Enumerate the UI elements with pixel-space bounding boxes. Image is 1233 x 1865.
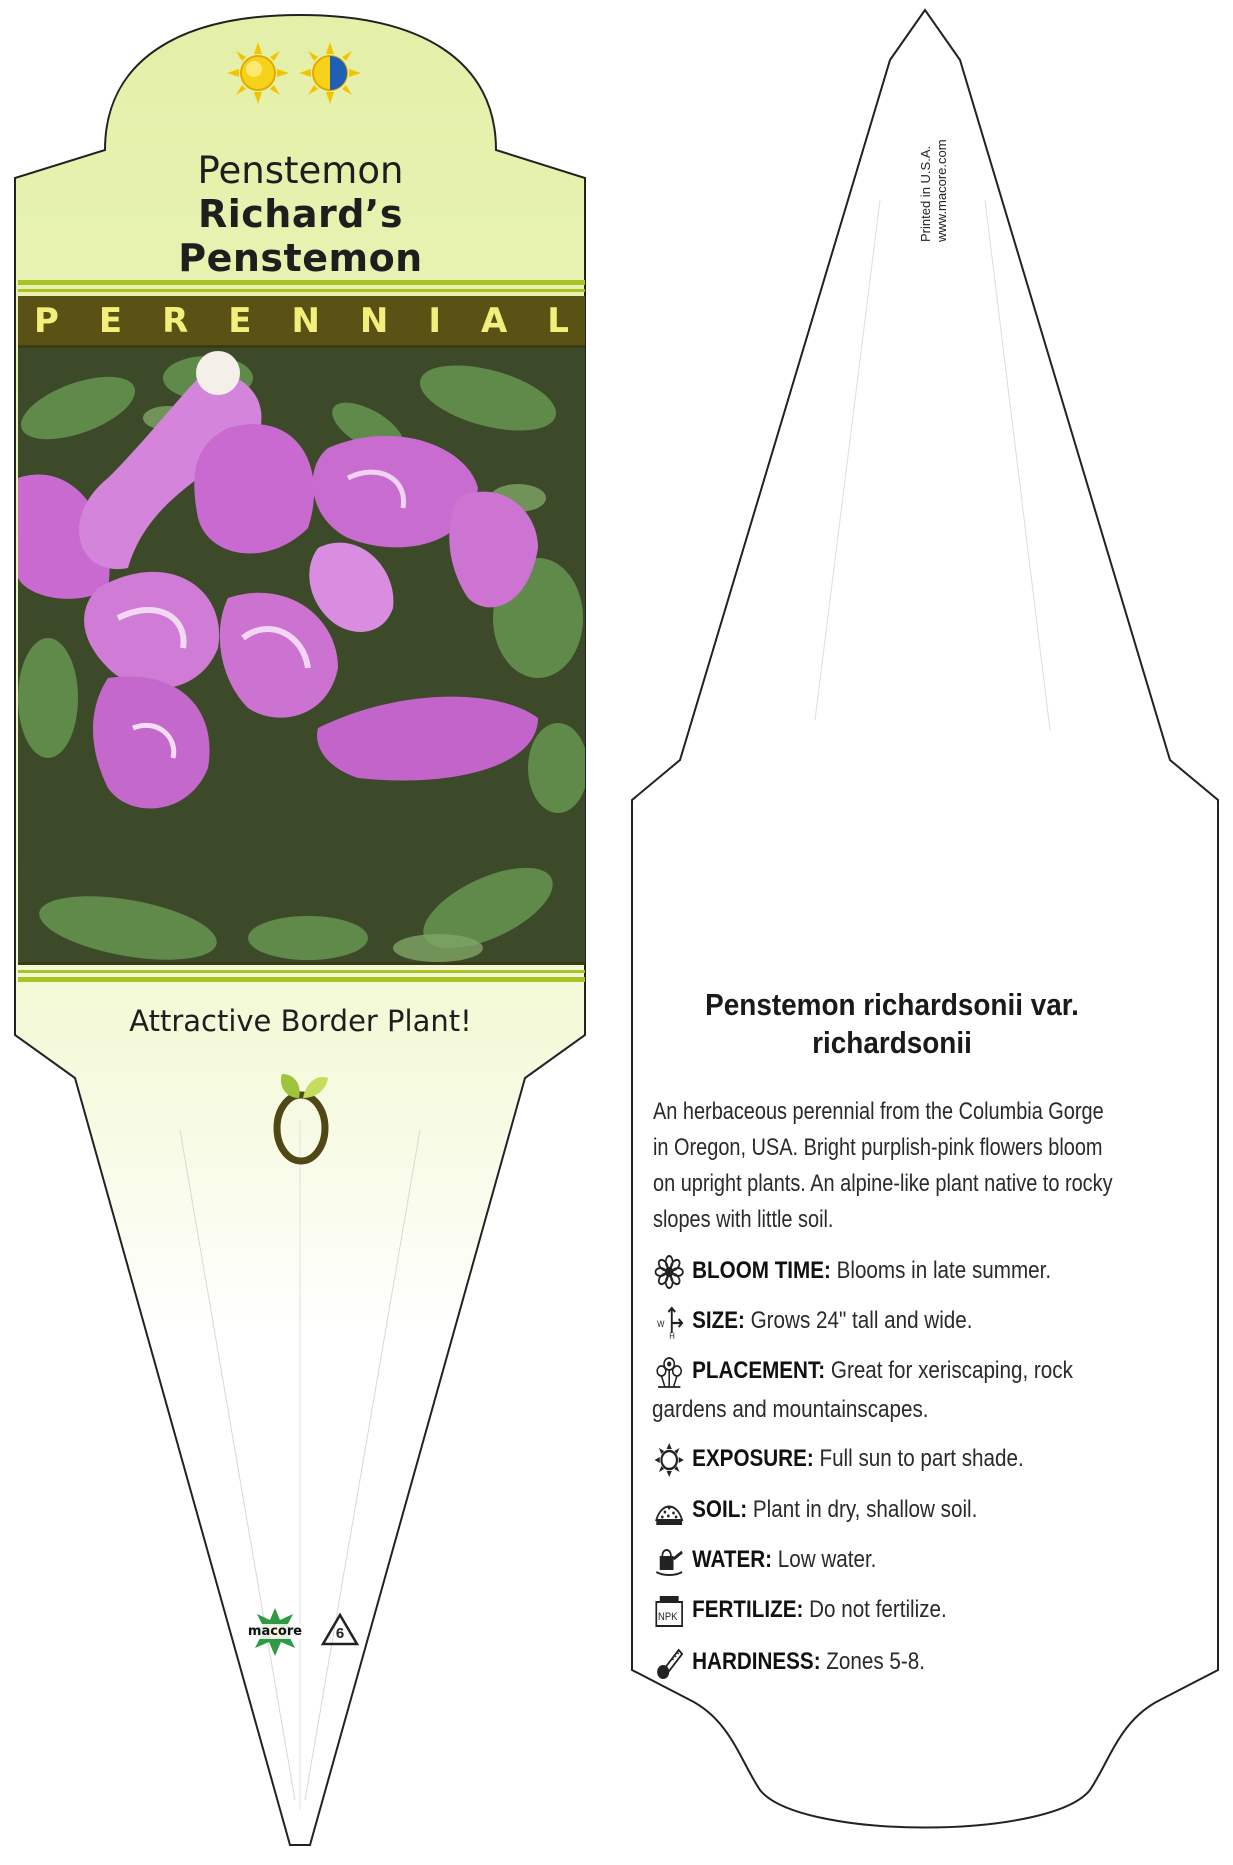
attr-value: Grows 24" tall and wide. xyxy=(750,1307,973,1334)
plant-photo xyxy=(18,345,585,965)
category-letter: A xyxy=(480,300,508,341)
attr-bloom-time xyxy=(652,1252,1134,1291)
attr-label: SOIL: xyxy=(692,1496,748,1523)
cultivar-name-line1: Richard’s xyxy=(197,192,403,236)
maker-logo-text: macore xyxy=(243,1624,307,1639)
full-sun-icon xyxy=(225,40,291,106)
category-letter: I xyxy=(428,300,441,341)
top-accent-line xyxy=(18,280,585,285)
top-accent-line-thin xyxy=(18,289,585,292)
svg-text:NPK: NPK xyxy=(658,1611,678,1624)
category-letter: R xyxy=(162,300,189,341)
bottom-accent-line xyxy=(18,977,585,982)
attr-size xyxy=(652,1302,1134,1341)
attr-exposure xyxy=(652,1440,1134,1479)
attr-value: Blooms in late summer. xyxy=(836,1257,1052,1284)
attr-fertilize xyxy=(652,1591,1134,1630)
category-letter: N xyxy=(291,300,320,341)
attr-value: Do not fertilize. xyxy=(809,1596,947,1623)
attr-value: Great for xeriscaping, rock gardens and mountainscapes. xyxy=(652,1357,1073,1423)
tagline: Attractive Border Plant! xyxy=(129,1004,472,1038)
size-arrows-icon xyxy=(655,1305,684,1339)
attr-label: EXPOSURE: xyxy=(692,1445,814,1472)
svg-text:H: H xyxy=(669,1330,675,1340)
printed-in-text: Printed in U.S.A. xyxy=(918,145,933,242)
botanical-name-line2: richardsonii xyxy=(812,1025,972,1060)
category-letter: N xyxy=(359,300,389,341)
svg-text:W: W xyxy=(657,1318,665,1330)
attr-label: HARDINESS: xyxy=(692,1648,821,1675)
category-banner xyxy=(18,296,585,345)
attr-label: PLACEMENT: xyxy=(692,1357,826,1384)
attr-value: Zones 5-8. xyxy=(826,1648,925,1675)
attr-value: Plant in dry, shallow soil. xyxy=(752,1496,978,1523)
attr-placement xyxy=(652,1352,1108,1429)
maker-logo xyxy=(243,1606,307,1658)
category-letter: E xyxy=(98,300,123,341)
description: An herbaceous perennial from the Columbia Gorge in Oregon, USA. Bright purplish-pink flowers bloom on upright plants. An alpine-like plant native to rocky slopes with little soil. xyxy=(653,1098,1113,1233)
sun-icons xyxy=(225,40,365,106)
category-letter: P xyxy=(34,300,59,341)
recycle-number: 6 xyxy=(335,1625,345,1642)
attr-value: Low water. xyxy=(777,1546,877,1573)
botanical-name xyxy=(676,986,1108,1062)
printed-info xyxy=(918,92,954,242)
sun-outline-icon xyxy=(655,1443,684,1477)
thermometer-icon xyxy=(655,1646,684,1680)
recycle-symbol xyxy=(320,1612,360,1648)
attr-label: BLOOM TIME: xyxy=(692,1257,831,1284)
attr-water xyxy=(652,1541,1134,1580)
category-letter: E xyxy=(228,300,252,341)
bottom-accent-line-thin xyxy=(18,970,585,973)
part-shade-icon xyxy=(297,40,363,106)
watering-can-icon xyxy=(655,1544,684,1578)
attr-label: FERTILIZE: xyxy=(692,1596,804,1623)
attr-value: Full sun to part shade. xyxy=(819,1445,1024,1472)
seedling-logo-icon xyxy=(266,1068,336,1168)
category-letter: L xyxy=(547,300,569,341)
cultivar-name-line2: Penstemon xyxy=(178,236,423,280)
soil-pile-icon xyxy=(655,1494,684,1528)
npk-fertilizer-icon xyxy=(655,1594,684,1628)
botanical-name-line1: Penstemon richardsonii var. xyxy=(705,987,1079,1022)
attr-label: WATER: xyxy=(692,1546,773,1573)
attr-label: SIZE: xyxy=(692,1307,745,1334)
attr-hardiness xyxy=(652,1643,1134,1682)
flower-icon xyxy=(655,1255,684,1289)
common-name: Penstemon xyxy=(197,149,404,192)
placement-flowers-icon xyxy=(655,1355,684,1389)
website-text: www.macore.com xyxy=(934,139,949,242)
attr-soil xyxy=(652,1491,1134,1530)
